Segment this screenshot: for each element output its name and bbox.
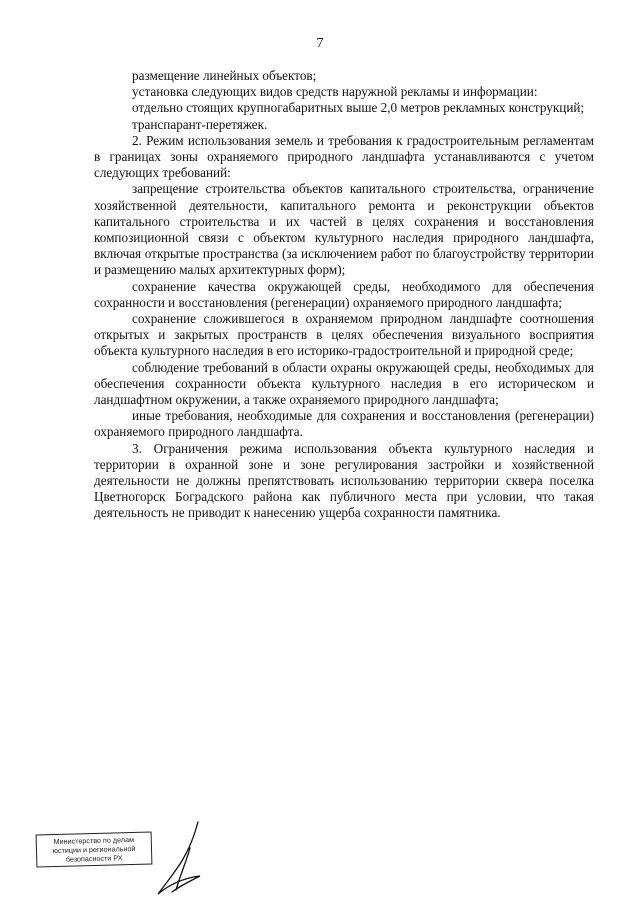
paragraph: 3. Ограничения режима использования объекта культурного наследия и территории в охранной зоне и зоне регулирования застройки и хозяйственной деятельности не должны препятствовать использованию территории сквера поселка Цветногорск Боградского района как публичного места при условии, что такая деятельность не приводит к нанесению ущерба сохранности памятника.: [94, 440, 594, 521]
ministry-stamp: [36, 831, 153, 867]
paragraph: сохранение сложившегося в охраняемом природном ландшафте соотношения открытых и закрытых пространств в целях обеспечения визуального восприятия объекта культурного наследия в его историко-градостроительной и природной среде;: [94, 311, 594, 359]
page-number: 7: [316, 36, 324, 51]
paragraph: сохранение качества окружающей среды, необходимого для обеспечения сохранности и восстановления (регенерации) охраняемого природного ландшафта;: [94, 278, 594, 310]
stamp-line: безопасности РХ: [65, 853, 123, 864]
paragraph: иные требования, необходимые для сохранения и восстановления (регенерации) охраняемого природного ландшафта.: [94, 408, 594, 440]
paragraph: размещение линейных объектов;: [132, 68, 317, 83]
paragraph: установка следующих видов средств наружной рекламы и информации:: [132, 84, 538, 100]
paragraph: запрещение строительства объектов капитального строительства, ограничение хозяйственной деятельности, капитального ремонта и реконструкции объектов капитального строительства и их частей в целях сохранения и восстановления композиционной связи с объектом культурного наследия природного ландшафта, включая открытые пространства (за исключением работ по благоустройству территории и размещению малых архитектурных форм);: [94, 181, 594, 278]
paragraph: соблюдение требований в области охраны окружающей среды, необходимых для обеспечения сохранности объекта культурного наследия в его историческом и ландшафтном окружении, а также охраняемого природного ландшафта;: [94, 359, 594, 408]
document-body: [94, 68, 594, 522]
paragraph: 2. Режим использования земель и требования к градостроительным регламентам в границах зоны охраняемого природного ландшафта устанавливаются с учетом следующих требований:: [94, 132, 594, 181]
paragraph: транспарант-перетяжек.: [132, 116, 268, 132]
signature: [150, 818, 220, 900]
paragraph: отдельно стоящих крупногабаритных выше 2,0 метров рекламных конструкций;: [132, 100, 585, 116]
stamp-line: Министерство по делам: [53, 834, 135, 847]
stamp-line: юстиции и региональной: [52, 843, 136, 856]
